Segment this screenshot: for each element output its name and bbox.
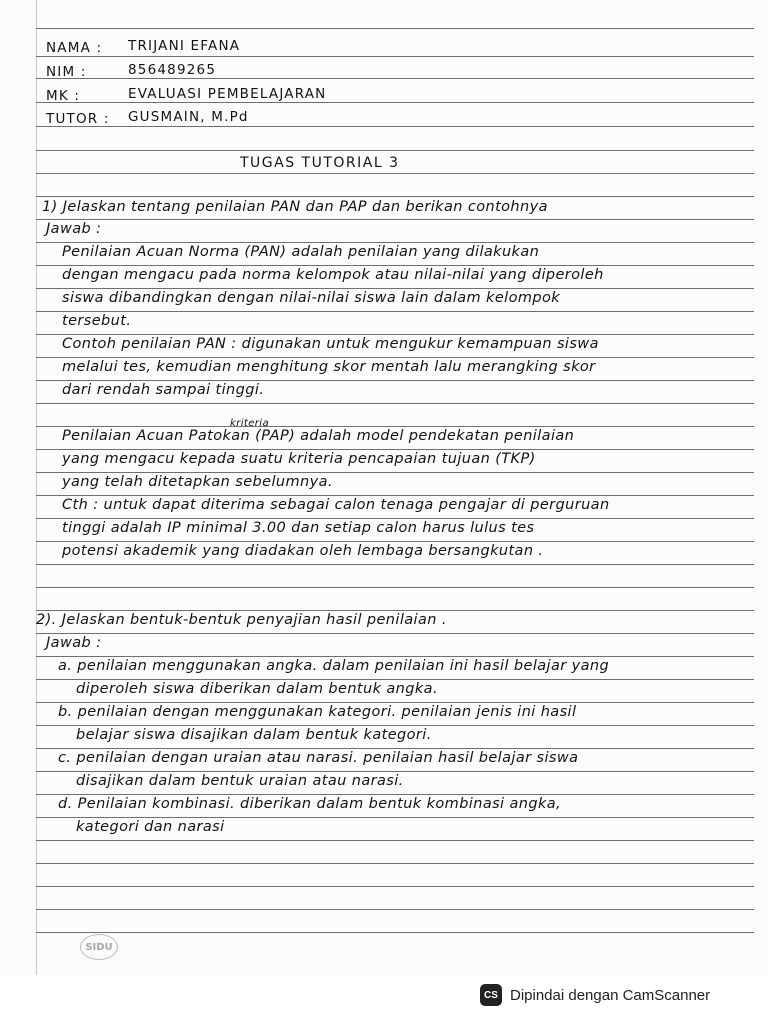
superscript-correction: kriteria [230, 418, 269, 429]
mk-label: MK : [46, 88, 81, 104]
answer-line: tinggi adalah IP minimal 3.00 dan setiap calon harus lulus tes [62, 520, 535, 536]
ruled-line [36, 587, 754, 588]
ruled-line [36, 909, 754, 910]
answer-line: Penilaian Acuan Norma (PAN) adalah penilaian yang dilakukan [62, 244, 540, 260]
nim-label: NIM : [46, 64, 87, 80]
margin-line [36, 0, 37, 975]
ruled-line [36, 334, 754, 335]
answer-line: b. penilaian dengan menggunakan kategori. penilaian jenis ini hasil [58, 704, 577, 720]
camscanner-logo-icon: CS [480, 984, 502, 1006]
sidu-logo: SIDU [80, 934, 118, 960]
question-2: 2). Jelaskan bentuk-bentuk penyajian hasil penilaian . [36, 612, 447, 628]
ruled-line [36, 265, 754, 266]
ruled-line [36, 357, 754, 358]
mk-value: EVALUASI PEMBELAJARAN [128, 86, 327, 102]
ruled-line [36, 150, 754, 151]
ruled-line [36, 126, 754, 127]
answer-line: siswa dibandingkan dengan nilai-nilai siswa lain dalam kelompok [62, 290, 561, 306]
ruled-line [36, 702, 754, 703]
ruled-line [36, 173, 754, 174]
camscanner-footer [480, 984, 710, 1006]
ruled-line [36, 28, 754, 29]
ruled-line [36, 840, 754, 841]
ruled-line [36, 656, 754, 657]
answer-line: a. penilaian menggunakan angka. dalam penilaian ini hasil belajar yang [58, 658, 610, 674]
ruled-line [36, 886, 754, 887]
answer-line: Cth : untuk dapat diterima sebagai calon tenaga pengajar di perguruan [62, 497, 610, 513]
ruled-line [36, 794, 754, 795]
tutor-label: TUTOR : [46, 111, 110, 127]
ruled-line [36, 541, 754, 542]
nim-value: 856489265 [128, 62, 217, 78]
ruled-line [36, 817, 754, 818]
answer-line: disajikan dalam bentuk uraian atau narasi. [76, 773, 404, 789]
answer-line: yang telah ditetapkan sebelumnya. [62, 474, 333, 490]
answer-line: tersebut. [62, 313, 132, 329]
answer-line: potensi akademik yang diadakan oleh lembaga bersangkutan . [62, 543, 544, 559]
question-1: 1) Jelaskan tentang penilaian PAN dan PAP dan berikan contohnya [42, 199, 548, 215]
answer-line: diperoleh siswa diberikan dalam bentuk angka. [76, 681, 438, 697]
ruled-line [36, 725, 754, 726]
answer-line: melalui tes, kemudian menghitung skor mentah lalu merangking skor [62, 359, 596, 375]
ruled-line [36, 78, 754, 79]
ruled-line [36, 403, 754, 404]
answer-line: d. Penilaian kombinasi. diberikan dalam bentuk kombinasi angka, [58, 796, 562, 812]
ruled-line [36, 472, 754, 473]
answer-line: yang mengacu kepada suatu kriteria pencapaian tujuan (TKP) [62, 451, 536, 467]
ruled-line [36, 196, 754, 197]
ruled-line [36, 518, 754, 519]
answer-line: c. penilaian dengan uraian atau narasi. penilaian hasil belajar siswa [58, 750, 579, 766]
ruled-line [36, 633, 754, 634]
answer-line: dari rendah sampai tinggi. [62, 382, 265, 398]
ruled-line [36, 426, 754, 427]
answer-line: Contoh penilaian PAN : digunakan untuk mengukur kemampuan siswa [62, 336, 599, 352]
nama-label: NAMA : [46, 40, 103, 56]
page-title: TUGAS TUTORIAL 3 [240, 155, 400, 171]
nama-value: TRIJANI EFANA [128, 38, 241, 54]
ruled-line [36, 679, 754, 680]
ruled-line [36, 380, 754, 381]
answer-line: Penilaian Acuan Patokan (PAP) adalah model pendekatan penilaian [62, 428, 575, 444]
camscanner-text: Dipindai dengan CamScanner [510, 986, 711, 1004]
answer-line: belajar siswa disajikan dalam bentuk kategori. [76, 727, 432, 743]
ruled-line [36, 564, 754, 565]
ruled-line [36, 495, 754, 496]
ruled-line [36, 242, 754, 243]
ruled-line [36, 932, 754, 933]
ruled-line [36, 56, 754, 57]
ruled-line [36, 102, 754, 103]
answer-line: dengan mengacu pada norma kelompok atau nilai-nilai yang diperoleh [62, 267, 604, 283]
ruled-line [36, 288, 754, 289]
ruled-line [36, 610, 754, 611]
jawab-1: Jawab : [46, 221, 102, 237]
tutor-value: GUSMAIN, M.Pd [128, 109, 249, 125]
jawab-2: Jawab : [46, 635, 102, 651]
ruled-line [36, 311, 754, 312]
ruled-line [36, 771, 754, 772]
ruled-line [36, 748, 754, 749]
ruled-line [36, 449, 754, 450]
answer-line: kategori dan narasi [76, 819, 225, 835]
ruled-line [36, 863, 754, 864]
ruled-line [36, 219, 754, 220]
